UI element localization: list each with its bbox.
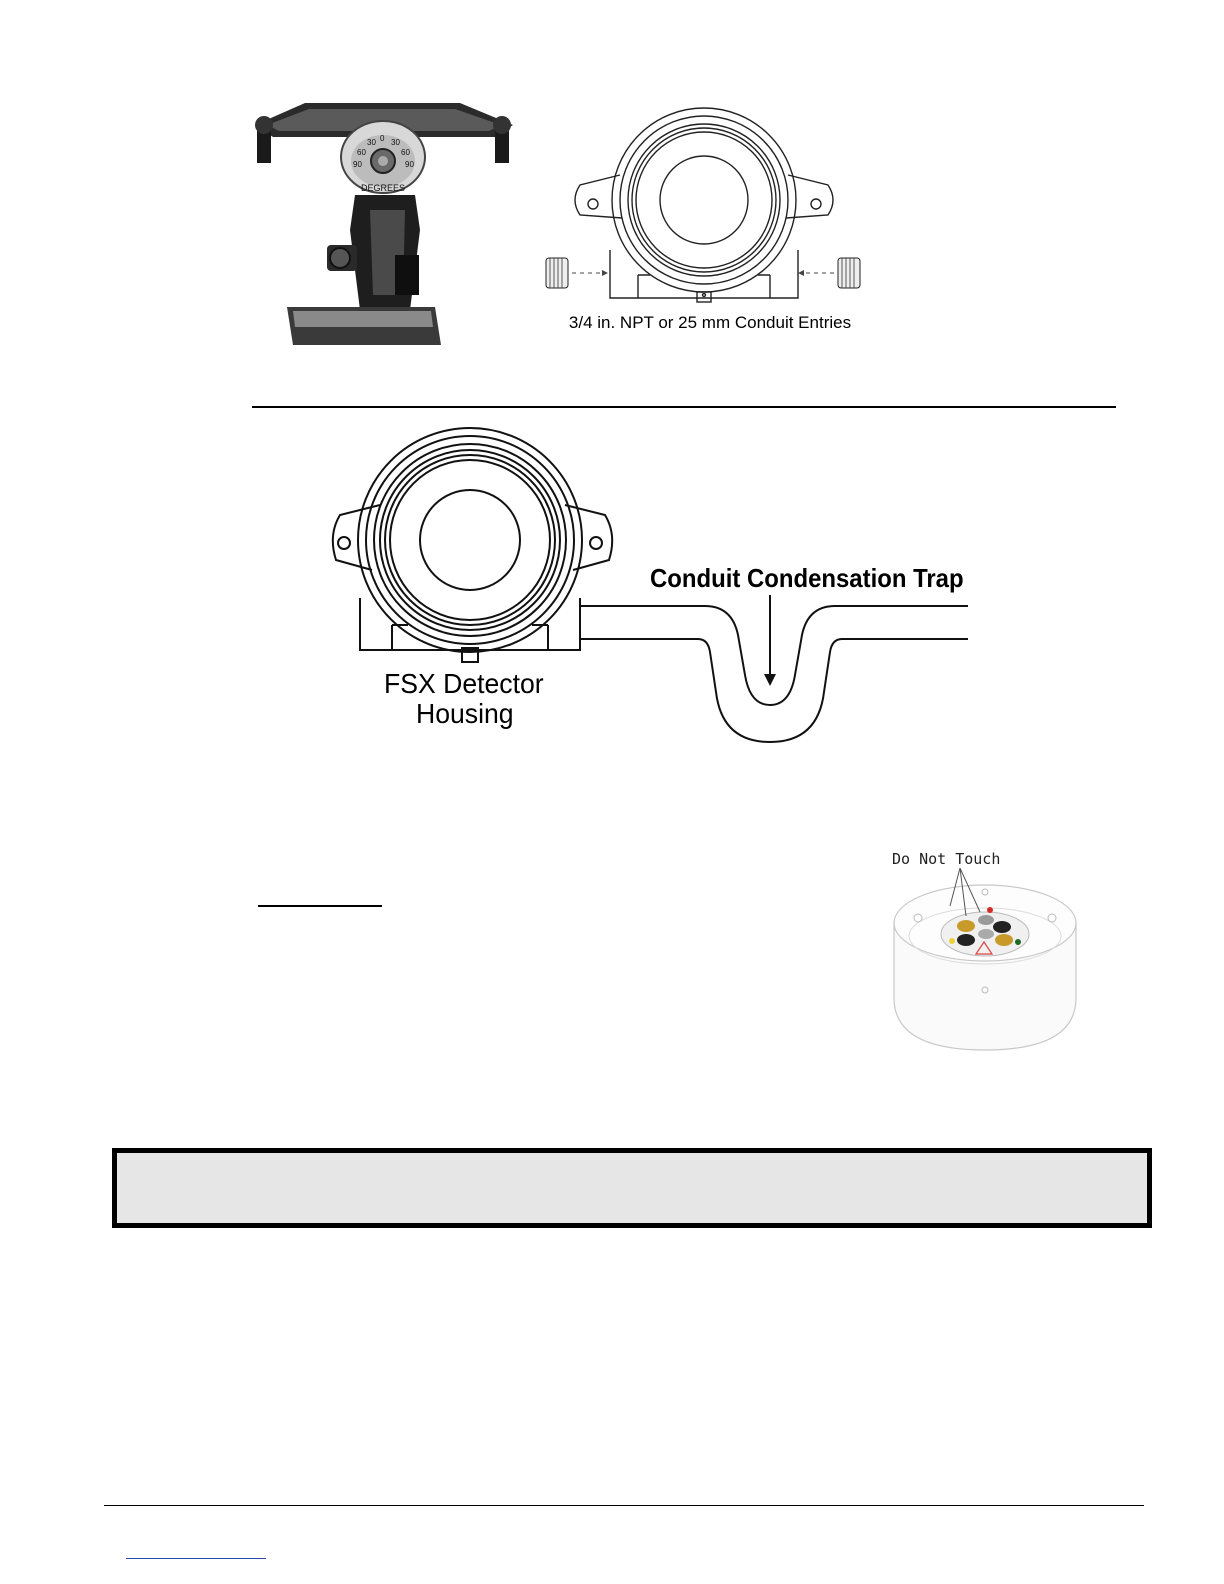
dial-label: DEGREES	[360, 183, 406, 193]
dial-tick-2: 60	[357, 148, 366, 157]
dial-tick-1: 90	[353, 160, 362, 169]
do-not-touch-label: Do Not Touch	[892, 850, 1001, 868]
note-box	[112, 1148, 1152, 1228]
dial-tick-3: 30	[367, 138, 376, 147]
section-divider	[252, 406, 1116, 408]
trap-label: Conduit Condensation Trap	[650, 563, 964, 593]
conduit-entries-drawing	[540, 100, 870, 340]
dial-tick-4: 0	[380, 134, 385, 143]
sensor-image	[880, 868, 1090, 1058]
dial-tick-6: 60	[401, 148, 410, 157]
footer-rule	[104, 1505, 1144, 1506]
swivel-mount-image	[245, 95, 520, 355]
conduit-entries-caption: 3/4 in. NPT or 25 mm Conduit Entries	[568, 313, 852, 332]
heading-underline	[258, 905, 382, 907]
dial-tick-5: 30	[391, 138, 400, 147]
footer-link-underline[interactable]	[126, 1558, 266, 1559]
dial-tick-7: 90	[405, 160, 414, 169]
housing-label-line2: Housing	[416, 698, 514, 729]
housing-label-line1: FSX Detector	[384, 668, 544, 699]
